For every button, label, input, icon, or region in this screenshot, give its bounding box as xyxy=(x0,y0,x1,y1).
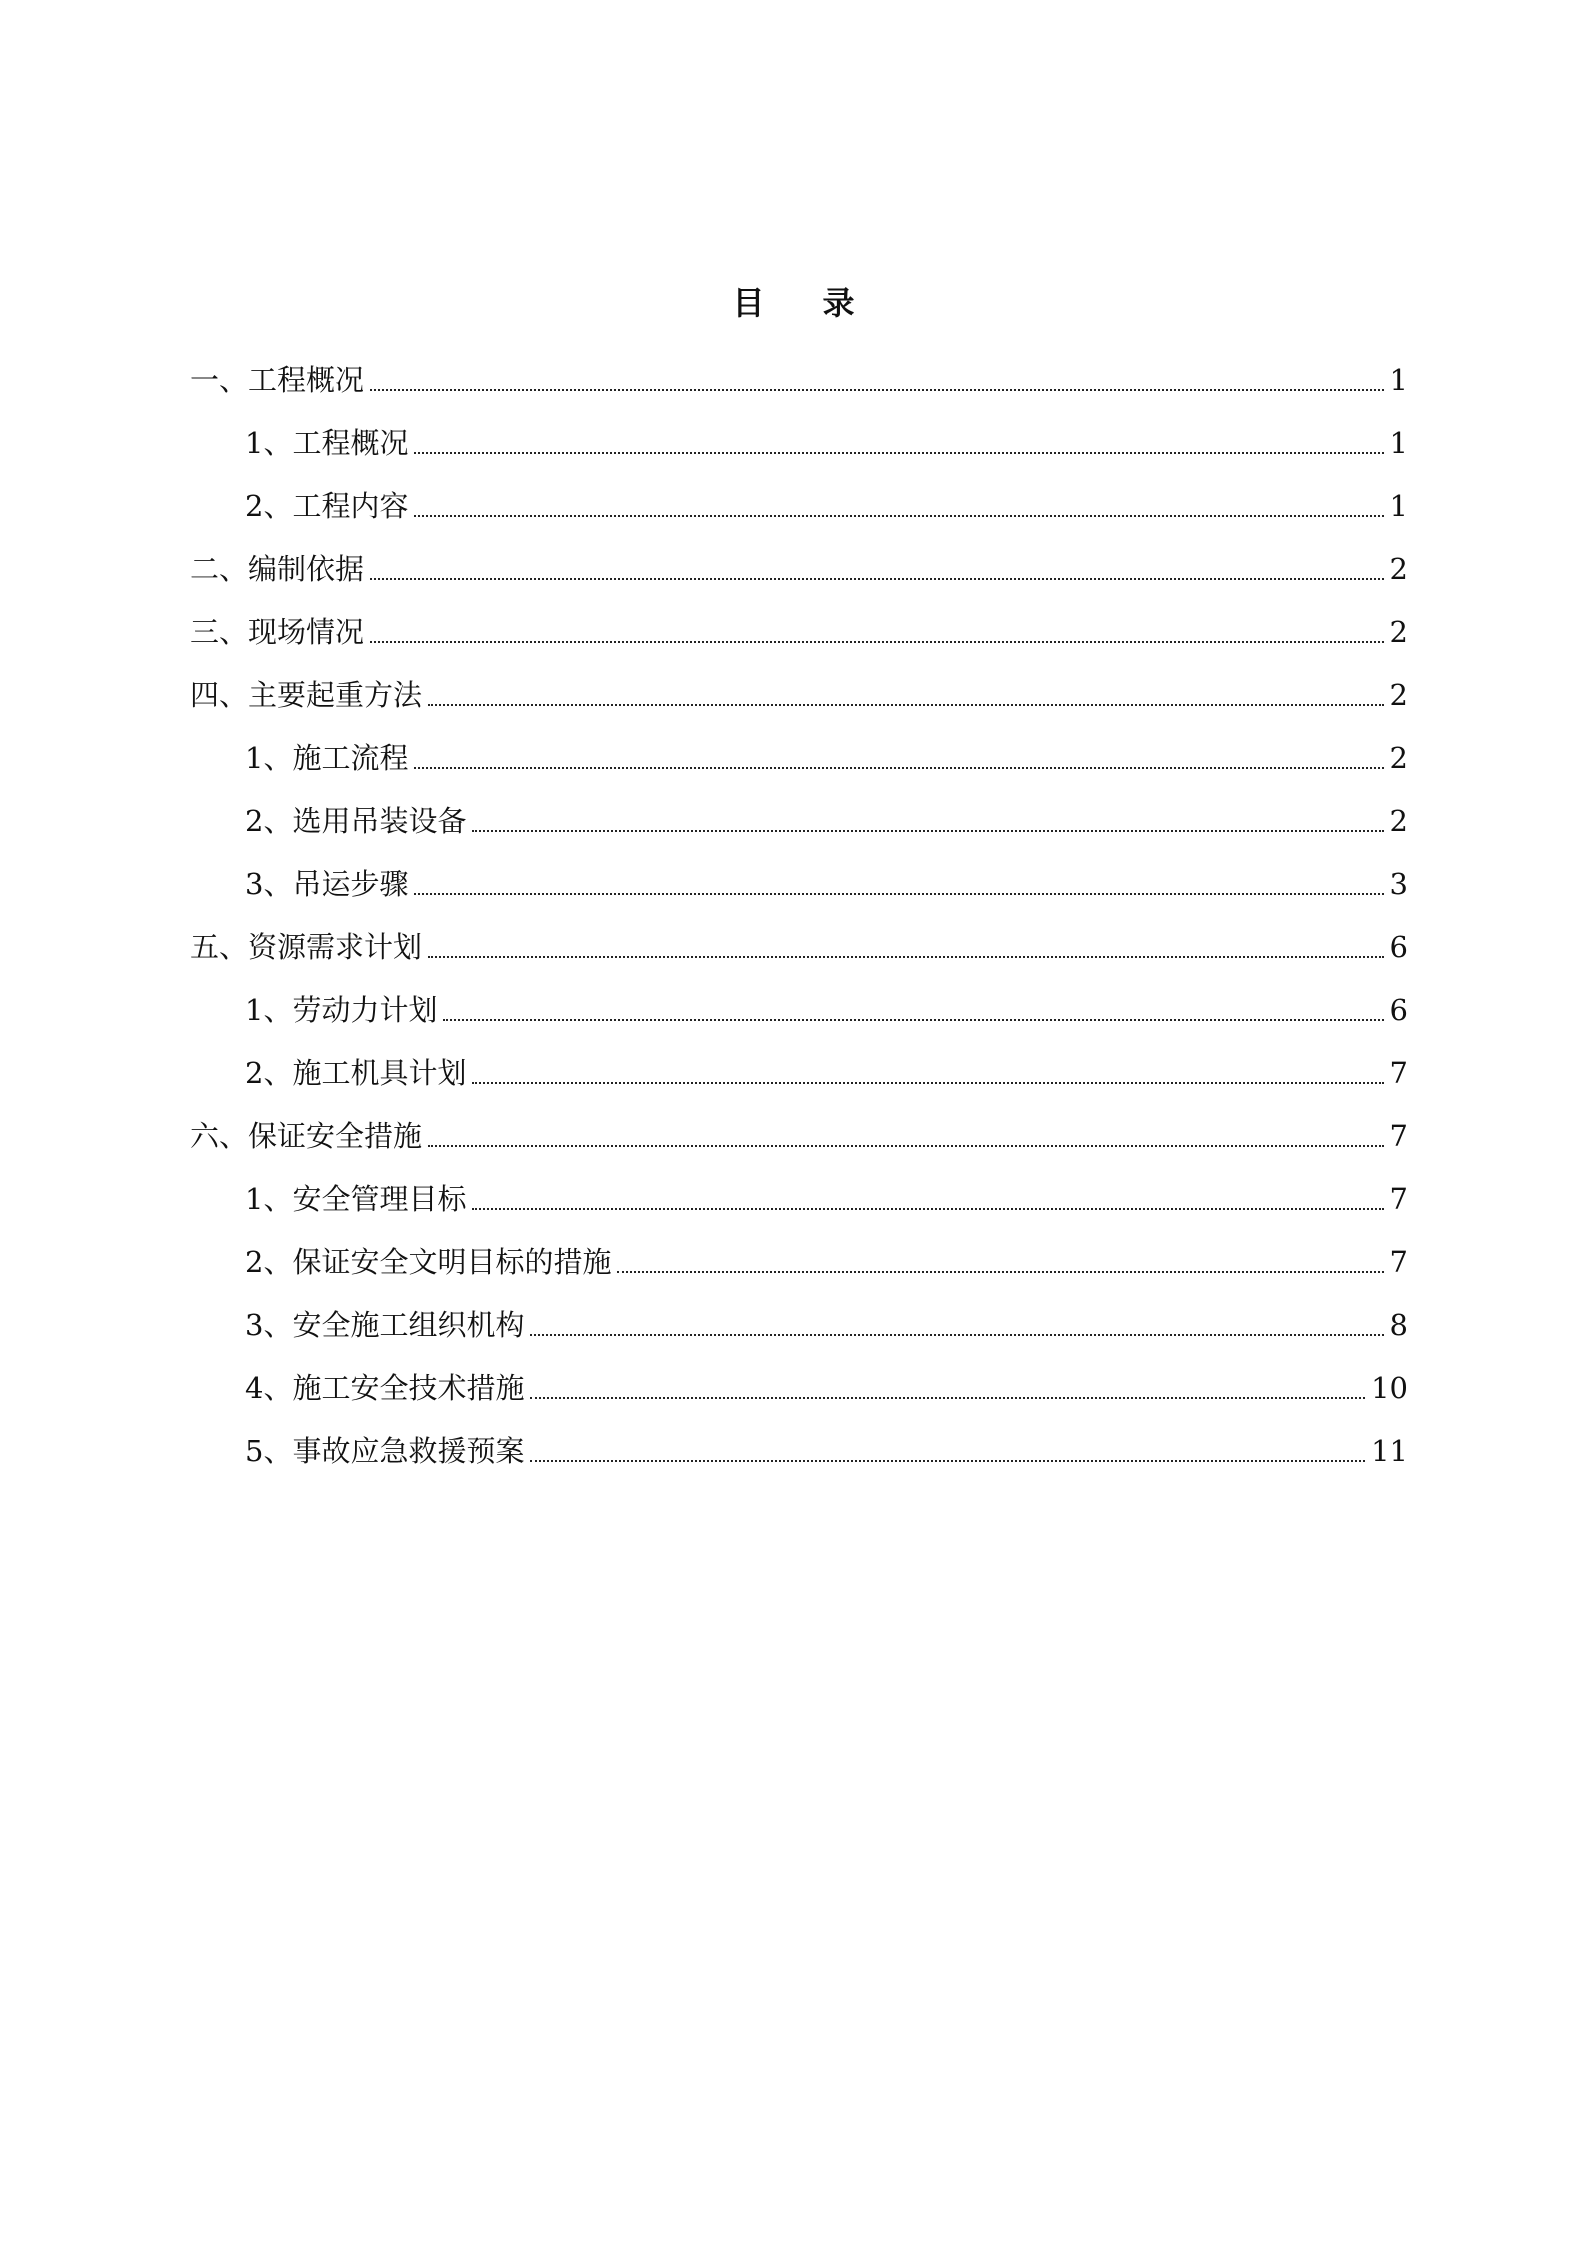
toc-dot-leader xyxy=(370,389,1384,391)
toc-entry[interactable] xyxy=(190,1037,1408,1100)
toc-page-number: 2 xyxy=(1389,552,1408,586)
toc-entry-label: 二、编制依据 xyxy=(190,552,365,586)
toc-page-number: 7 xyxy=(1389,1245,1408,1279)
toc-dot-leader xyxy=(414,767,1383,769)
toc-page-number: 1 xyxy=(1389,489,1408,523)
toc-entry-label: 3、吊运步骤 xyxy=(245,867,409,901)
toc-page-number: 2 xyxy=(1389,678,1408,712)
toc-dot-leader xyxy=(370,578,1384,580)
toc-entry-label: 四、主要起重方法 xyxy=(190,678,423,712)
toc-entry[interactable] xyxy=(190,1289,1408,1352)
toc-page-number: 3 xyxy=(1389,867,1408,901)
toc-entry[interactable] xyxy=(190,1226,1408,1289)
toc-entry[interactable] xyxy=(190,1415,1408,1478)
toc-entry[interactable] xyxy=(190,533,1408,596)
toc-page-number: 2 xyxy=(1389,804,1408,838)
toc-dot-leader xyxy=(472,1082,1383,1084)
toc-page-number: 8 xyxy=(1389,1308,1408,1342)
toc-entry[interactable] xyxy=(190,470,1408,533)
toc-dot-leader xyxy=(370,641,1384,643)
toc-page-number: 1 xyxy=(1389,426,1408,460)
toc-dot-leader xyxy=(443,1019,1383,1021)
toc-dot-leader xyxy=(530,1460,1365,1462)
toc-page-number: 6 xyxy=(1389,993,1408,1027)
toc-dot-leader xyxy=(530,1334,1383,1336)
toc-dot-leader xyxy=(414,515,1383,517)
toc-entry-label: 2、保证安全文明目标的措施 xyxy=(245,1245,612,1279)
toc-entry-label: 3、安全施工组织机构 xyxy=(245,1308,525,1342)
toc-entry[interactable] xyxy=(190,659,1408,722)
toc-entry[interactable] xyxy=(190,1163,1408,1226)
toc-entry[interactable] xyxy=(190,1352,1408,1415)
toc-entry-label: 六、保证安全措施 xyxy=(190,1119,423,1153)
toc-page-number: 7 xyxy=(1389,1056,1408,1090)
toc-entry-label: 2、选用吊装设备 xyxy=(245,804,467,838)
toc-page-number: 1 xyxy=(1389,363,1408,397)
toc-page-number: 11 xyxy=(1371,1434,1408,1468)
toc-dot-leader xyxy=(428,1145,1384,1147)
toc-dot-leader xyxy=(617,1271,1383,1273)
toc-page-number: 7 xyxy=(1389,1119,1408,1153)
toc-entry[interactable] xyxy=(190,974,1408,1037)
toc-dot-leader xyxy=(472,830,1383,832)
toc-entry-label: 1、劳动力计划 xyxy=(245,993,438,1027)
toc-entry-label: 1、工程概况 xyxy=(245,426,409,460)
toc-dot-leader xyxy=(414,893,1383,895)
toc-dot-leader xyxy=(428,956,1384,958)
toc-dot-leader xyxy=(414,452,1383,454)
toc-entry-label: 1、安全管理目标 xyxy=(245,1182,467,1216)
toc-entry-label: 2、施工机具计划 xyxy=(245,1056,467,1090)
toc-page-number: 7 xyxy=(1389,1182,1408,1216)
toc-entry[interactable] xyxy=(190,1100,1408,1163)
toc-entry[interactable] xyxy=(190,344,1408,407)
toc-entry[interactable] xyxy=(190,722,1408,785)
toc-entry[interactable] xyxy=(190,848,1408,911)
toc-entry[interactable] xyxy=(190,596,1408,659)
toc-entry-label: 一、工程概况 xyxy=(190,363,365,397)
toc-entry-label: 5、事故应急救援预案 xyxy=(245,1434,525,1468)
table-of-contents xyxy=(190,344,1408,1478)
toc-entry-label: 三、现场情况 xyxy=(190,615,365,649)
toc-dot-leader xyxy=(428,704,1384,706)
toc-entry-label: 1、施工流程 xyxy=(245,741,409,775)
toc-entry[interactable] xyxy=(190,911,1408,974)
toc-entry[interactable] xyxy=(190,407,1408,470)
toc-page-number: 6 xyxy=(1389,930,1408,964)
toc-dot-leader xyxy=(472,1208,1383,1210)
toc-entry-label: 2、工程内容 xyxy=(245,489,409,523)
toc-page-number: 10 xyxy=(1371,1371,1408,1405)
toc-entry-label: 五、资源需求计划 xyxy=(190,930,423,964)
page-title: 目录 xyxy=(732,284,913,322)
toc-dot-leader xyxy=(530,1397,1365,1399)
toc-page-number: 2 xyxy=(1389,615,1408,649)
toc-page-number: 2 xyxy=(1389,741,1408,775)
toc-entry-label: 4、施工安全技术措施 xyxy=(245,1371,525,1405)
toc-entry[interactable] xyxy=(190,785,1408,848)
